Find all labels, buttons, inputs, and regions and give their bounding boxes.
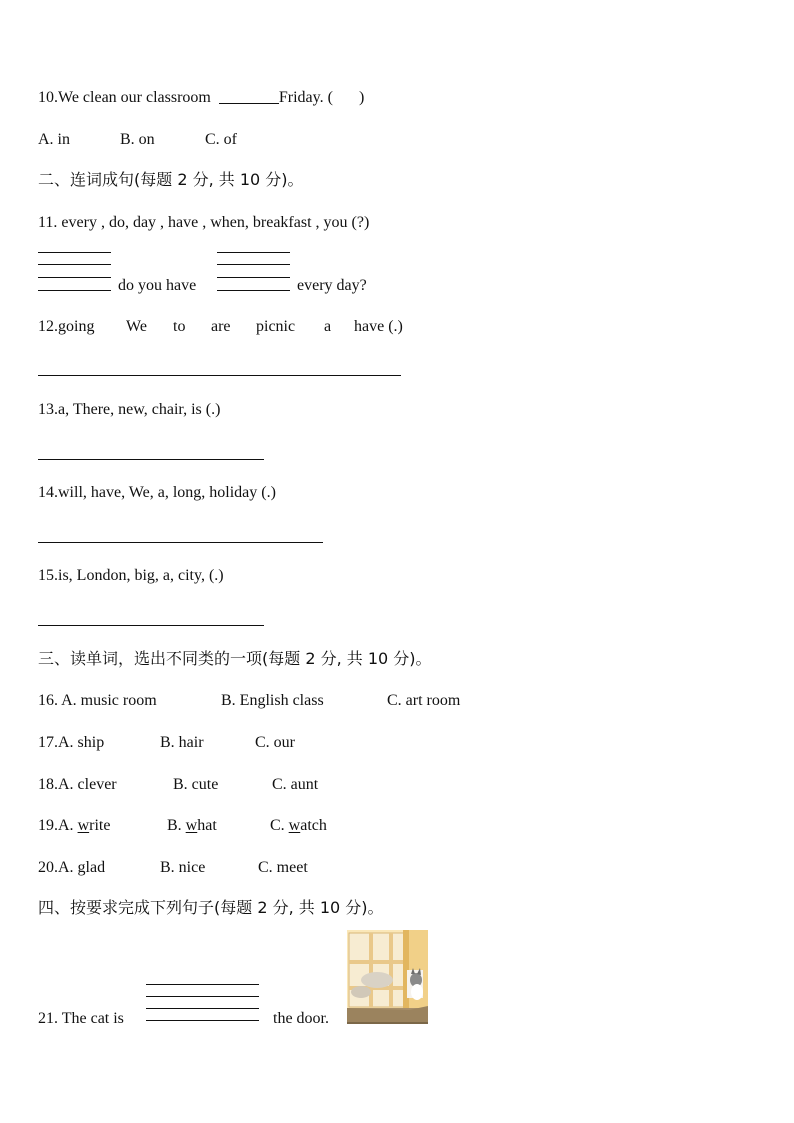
q14-answer-line[interactable] <box>38 542 323 543</box>
q10-option-c[interactable]: C. of <box>205 131 237 148</box>
q21-blank-line-2 <box>146 996 259 997</box>
q12-word-5: picnic <box>256 318 296 335</box>
q21-blank-line-1 <box>146 984 259 985</box>
cat-behind-door-illustration <box>347 930 428 1024</box>
q16-option-c[interactable]: C. art room <box>387 692 461 709</box>
q19-b-underlined-letter: w <box>185 817 198 834</box>
q12-answer-line[interactable] <box>38 375 401 376</box>
section-3-title: 三、读单词，选出不同类的一项(每题 2 分, 共 10 分)。 <box>38 649 432 668</box>
q13-answer-line[interactable] <box>38 459 264 460</box>
q12-word-1: 12.going <box>38 318 95 335</box>
q19-b-prefix: B. <box>167 817 186 834</box>
q19-a-underlined-letter: w <box>77 817 90 834</box>
q11-blank-2-line-1 <box>217 252 290 253</box>
q20-option-a[interactable]: 20.A. glad <box>38 859 106 876</box>
question-10 <box>38 88 364 108</box>
q21-blank-line-4[interactable] <box>146 1020 259 1021</box>
q19-option-c[interactable] <box>270 816 327 836</box>
q18-option-b[interactable]: B. cute <box>173 776 219 793</box>
q12-word-6: a <box>324 318 332 335</box>
q21-text-after: the door. <box>273 1010 329 1027</box>
q18-option-c[interactable]: C. aunt <box>272 776 319 793</box>
q11-blank-2-line-4[interactable] <box>217 290 290 291</box>
q10-option-b[interactable]: B. on <box>120 131 155 148</box>
q21-blank-line-3 <box>146 1008 259 1009</box>
q10-answer-blank[interactable] <box>219 89 279 104</box>
question-15-words: 15.is, London, big, a, city, (.) <box>38 567 224 584</box>
q17-option-b[interactable]: B. hair <box>160 734 204 751</box>
section-4-title: 四、按要求完成下列句子(每题 2 分, 共 10 分)。 <box>38 898 384 917</box>
question-13-words: 13.a, There, new, chair, is (.) <box>38 401 221 418</box>
q10-stem-before: 10.We clean our classroom <box>38 89 211 106</box>
q12-word-4: are <box>211 318 231 335</box>
question-11-words: 11. every , do, day , have , when, breakfast , you (?) <box>38 214 370 231</box>
q16-option-a[interactable]: 16. A. music room <box>38 692 157 709</box>
q20-option-c[interactable]: C. meet <box>258 859 308 876</box>
q19-c-underlined-letter: w <box>288 817 301 834</box>
q19-a-prefix: 19.A. <box>38 817 78 834</box>
q11-end-text: every day? <box>297 277 367 294</box>
q11-blank-1-line-4[interactable] <box>38 290 111 291</box>
q20-option-b[interactable]: B. nice <box>160 859 206 876</box>
q10-stem-close: ) <box>358 89 365 106</box>
q11-blank-2-line-3 <box>217 277 290 278</box>
q12-word-2: We <box>126 318 147 335</box>
q11-blank-2-line-2 <box>217 264 290 265</box>
q19-option-b[interactable] <box>167 816 217 836</box>
q11-blank-1-line-1 <box>38 252 111 253</box>
q12-word-3: to <box>173 318 186 335</box>
q16-option-b[interactable]: B. English class <box>221 692 324 709</box>
section-2-title: 二、连词成句(每题 2 分, 共 10 分)。 <box>38 170 304 189</box>
q21-text-before: 21. The cat is <box>38 1010 124 1027</box>
q11-blank-1-line-3 <box>38 277 111 278</box>
q10-option-a[interactable]: A. in <box>38 131 70 148</box>
q12-word-7: have (.) <box>354 318 403 335</box>
q11-blank-1-line-2 <box>38 264 111 265</box>
q11-mid-text: do you have <box>118 277 197 294</box>
q10-stem-after: Friday. ( <box>278 89 333 106</box>
q18-option-a[interactable]: 18.A. clever <box>38 776 117 793</box>
q17-option-c[interactable]: C. our <box>255 734 295 751</box>
q15-answer-line[interactable] <box>38 625 264 626</box>
question-14-words: 14.will, have, We, a, long, holiday (.) <box>38 484 276 501</box>
q19-a-rest: rite <box>89 817 111 834</box>
q17-option-a[interactable]: 17.A. ship <box>38 734 105 751</box>
q19-c-rest: atch <box>300 817 327 834</box>
q19-c-prefix: C. <box>270 817 289 834</box>
q19-b-rest: hat <box>197 817 217 834</box>
q19-option-a[interactable] <box>38 816 110 836</box>
